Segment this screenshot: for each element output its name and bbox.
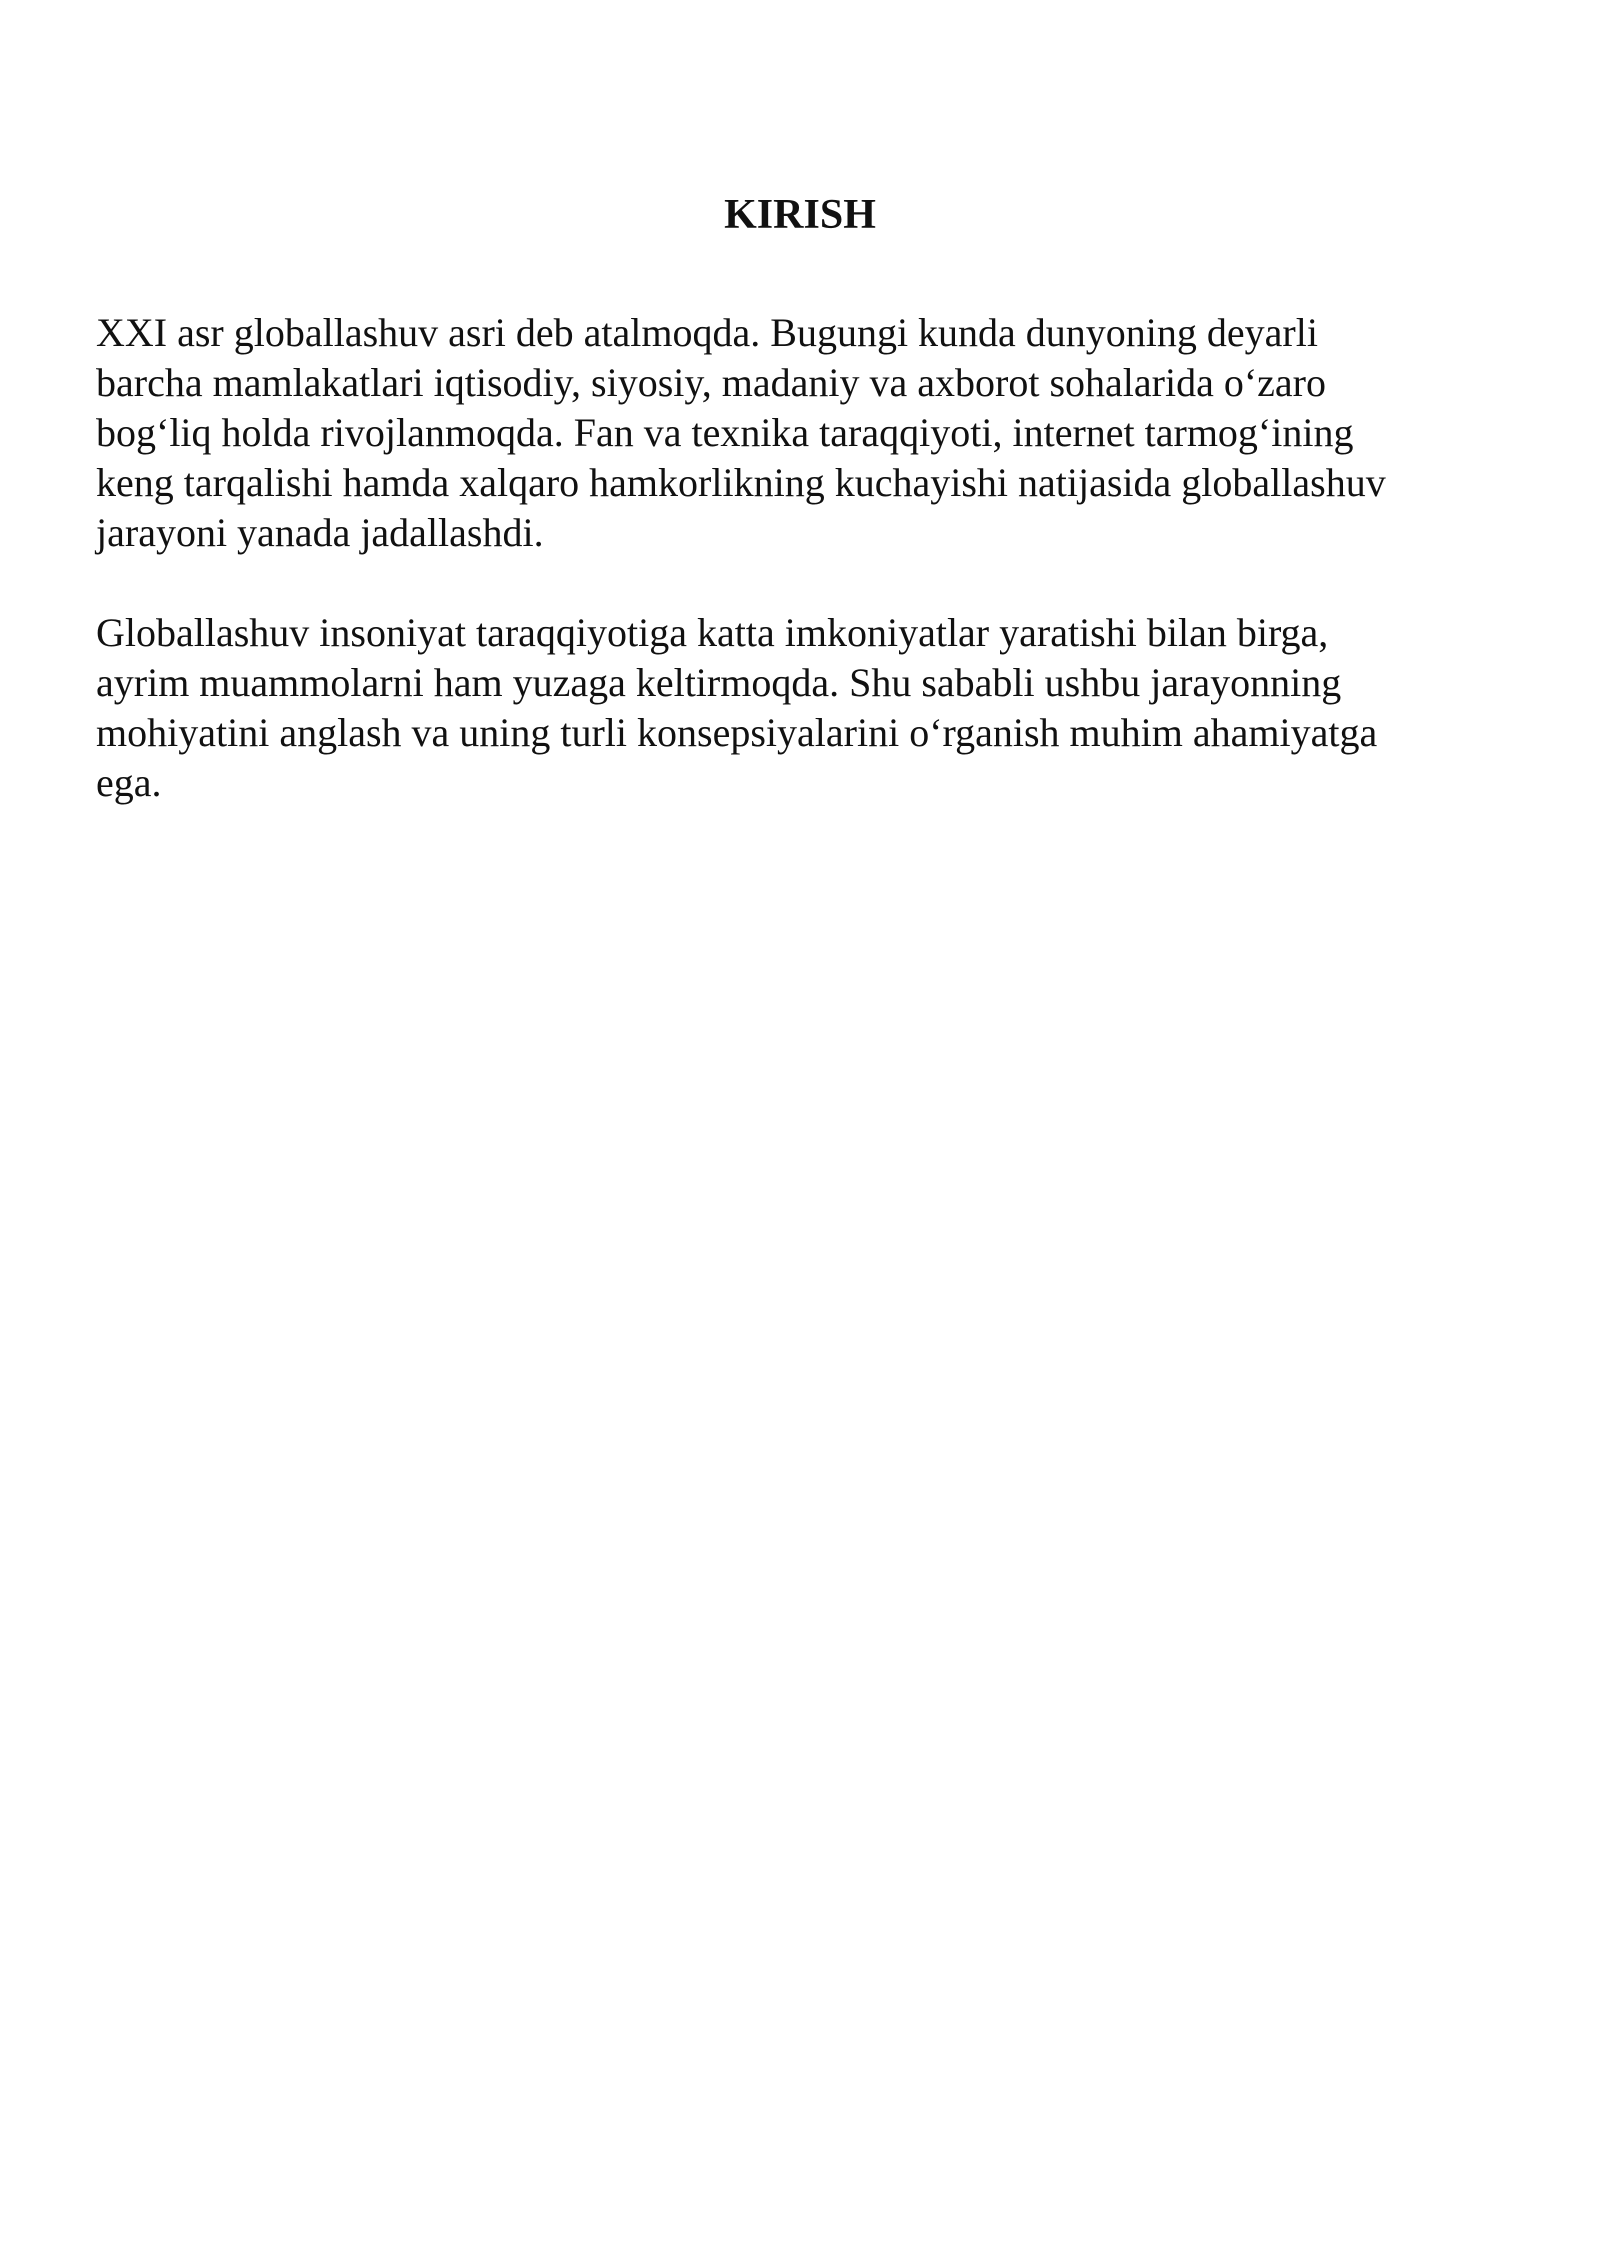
- paragraph-second: Globallashuv insoniyat taraqqiyotiga katta imkoniyatlar yaratishi bilan birga, ayrim muammolarni ham yuzaga keltirmoqda. Shu sababli ushbu jarayonning mohiyatini anglash va uning turli konsepsiyalarini o‘rganish muhim ahamiyatga ega.: [96, 610, 1378, 805]
- page-title: KIRISH: [724, 192, 876, 238]
- paragraph-intro: XXI asr globallashuv asri deb atalmoqda. Bugungi kunda dunyoning deyarli barcha mamlakatlari iqtisodiy, siyosiy, madaniy va axborot sohalarida o‘zaro bog‘liq holda rivojlanmoqda. Fan va texnika taraqqiyoti, internet tarmog‘ining keng tarqalishi hamda xalqaro hamkorlikning kuchayishi natijasida globallashuv jarayoni yanada jadallashdi.: [96, 310, 1386, 555]
